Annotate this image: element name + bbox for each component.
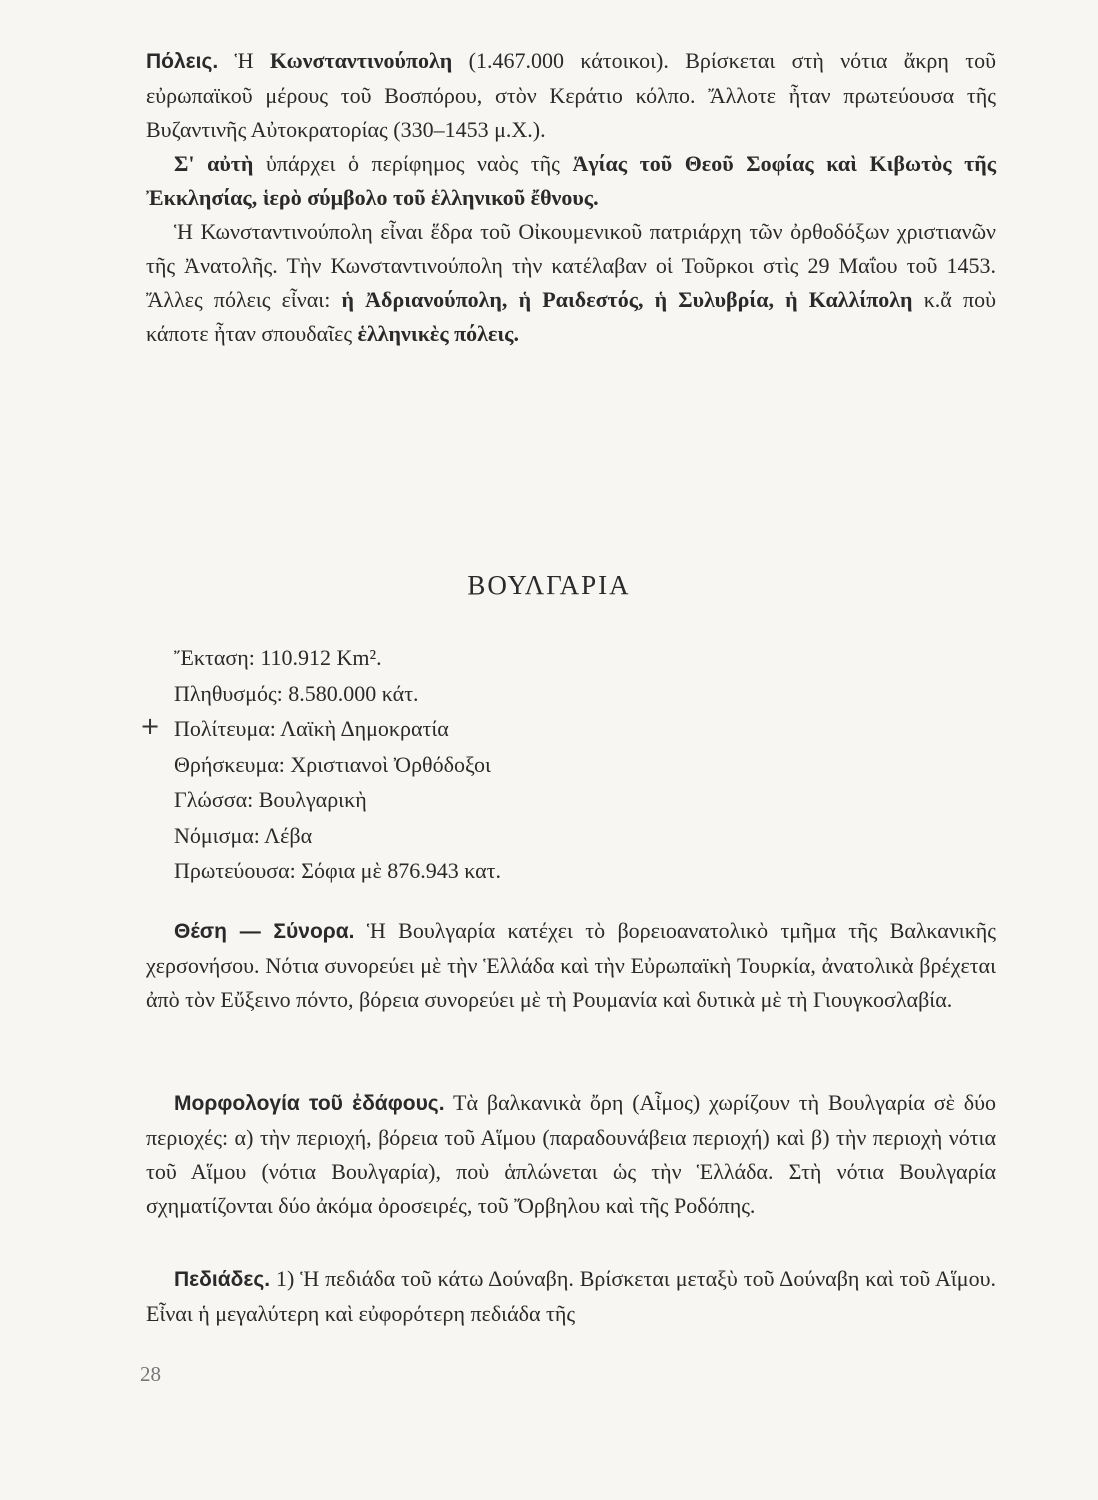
country-facts — [174, 640, 501, 889]
morphology-label: Μορφολογία τοῦ ἐδάφους. — [174, 1092, 445, 1115]
fact-population: Πληθυσμός: 8.580.000 κάτ. — [174, 680, 419, 706]
country-title: ΒΟΥΛΓΑΡΙΑ — [467, 570, 631, 600]
fact-currency: Νόμισμα: Λέβα — [174, 822, 313, 848]
plains-section — [146, 1262, 996, 1331]
fact-religion: Θρήσκευμα: Χριστιανοὶ Ὀρθόδοξοι — [174, 751, 491, 777]
position-section — [146, 914, 996, 1017]
fact-area: Ἔκταση: 110.912 Km². — [174, 645, 382, 670]
position-text: Ἡ Βουλγαρία κατέχει τὸ βορειοανατολικὸ τμῆμα τῆς Βαλκανικῆς χερσονήσου. Νότια συνορεύει μὲ τὴν Ἑλλάδα καὶ τὴν Εὐρωπαϊκὴ Τουρκία, ἀνατολικὰ βρέχεται ἀπὸ τὸν Εὔξεινο πόντο, βόρεια συνορεύει μὲ τὴ Ρουμανία καὶ δυτικὰ μὲ τὴ Γιουγκοσλαβία. — [146, 918, 996, 1012]
fact-language: Γλώσσα: Βουλγαρικὴ — [174, 787, 367, 812]
position-label: Θέση — Σύνορα. — [174, 920, 355, 943]
morphology-section — [146, 1086, 996, 1223]
cities-paragraph: Πόλεις. Ἡ Κωνσταντινούπολη (1.467.000 κάτοικοι). Βρίσκεται στὴ νότια ἄκρη τοῦ εὐρωπαϊκοῦ μέρους τοῦ Βοσπόρου, στὸν Κεράτιο κόλπο. Ἄλλοτε ἦταν πρωτεύουσα τῆς Βυζαντινῆς Αὐτοκρατορίας (330–1453 μ.Χ.). — [146, 48, 996, 142]
margin-cross-mark: + — [140, 712, 161, 740]
plains-text: 1) Ἡ πεδιάδα τοῦ κάτω Δούναβη. Βρίσκεται μεταξὺ τοῦ Δούναβη καὶ τοῦ Αἵμου. Εἶναι ἡ μεγαλύτερη καὶ εὐφορότερη πεδιάδα τῆς — [146, 1266, 996, 1326]
cities-section — [146, 44, 996, 351]
istanbul-name: Κωνσταντινούπολη — [269, 48, 453, 73]
patriarch-paragraph: Ἡ Κωνσταντινούπολη εἶναι ἕδρα τοῦ Οἰκουμενικοῦ πατριάρχη τῶν ὀρθοδόξων χριστιανῶν τῆς Ἀνατολῆς. Τὴν Κωνσταντινούπολη τὴν κατέλαβαν οἱ Τοῦρκοι στὶς 29 Μαΐου τοῦ 1453. Ἄλλες πόλεις εἶναι: ἡ Ἀδριανούπολη, ἡ Ραιδεστός, ἡ Συλυβρία, ἡ Καλλίπολη κ.ἄ ποὺ κάποτε ἦταν σπουδαῖες ἑλληνικὲς πόλεις. — [146, 219, 996, 346]
page-number: 28 — [140, 1362, 161, 1386]
plains-label: Πεδιάδες. — [174, 1268, 271, 1291]
fact-capital: Πρωτεύουσα: Σόφια μὲ 876.943 κατ. — [174, 858, 501, 883]
cities-label: Πόλεις. — [146, 50, 219, 73]
fact-government: Πολίτευμα: Λαϊκὴ Δημοκρατία — [174, 716, 449, 741]
hagia-sophia-paragraph: Σ' αὐτὴ ὑπάρχει ὁ περίφημος ναὸς τῆς Ἁγίας τοῦ Θεοῦ Σοφίας καὶ Κιβωτὸς τῆς Ἐκκλησίας, ἱερὸ σύμβολο τοῦ ἑλληνικοῦ ἔθνους. — [146, 151, 997, 210]
morphology-text: Τὰ βαλκανικὰ ὄρη (Αἶμος) χωρίζουν τὴ Βουλγαρία σὲ δύο περιοχές: α) τὴν περιοχή, βόρεια τοῦ Αἵμου (παραδουνάβεια περιοχή) καὶ β) τὴν περιοχὴ νότια τοῦ Αἵμου (νότια Βουλγαρία), ποὺ ἁπλώνεται ὡς τὴν Ἑλλάδα. Στὴ νότια Βουλγαρία σχηματίζονται δύο ἀκόμα ὀροσειρές, τοῦ Ὄρβηλου καὶ τῆς Ροδόπης. — [146, 1090, 996, 1218]
